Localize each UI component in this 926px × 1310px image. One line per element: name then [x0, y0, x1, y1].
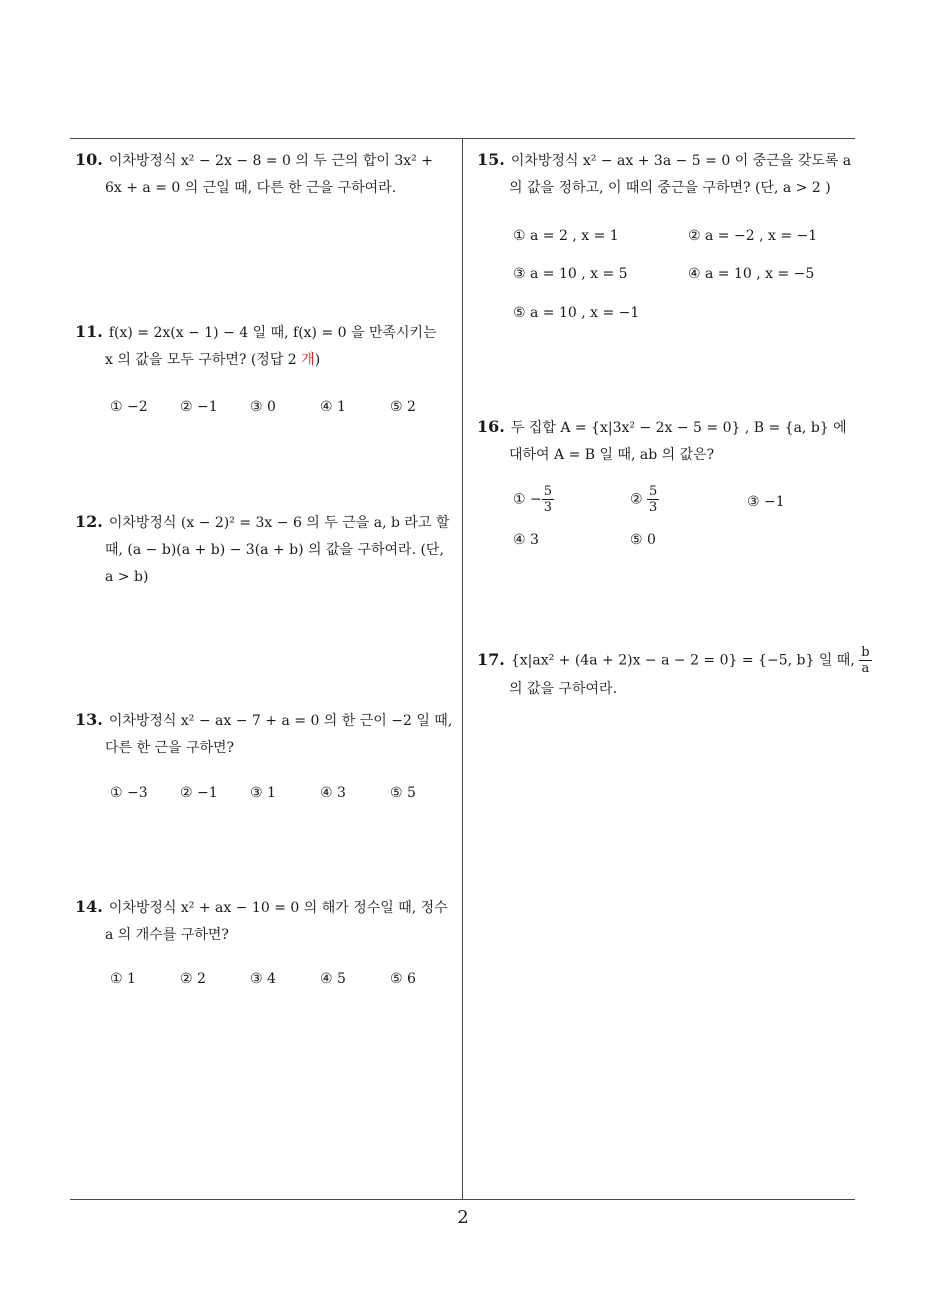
answer-count-unit: 개: [301, 352, 315, 368]
problem-number: 13.: [75, 710, 103, 729]
option-1[interactable]: ① −2: [110, 399, 148, 415]
problem-15: [477, 146, 862, 202]
option-4[interactable]: ④ a = 10 , x = −5: [688, 266, 815, 282]
option-5[interactable]: ⑤ 6: [390, 971, 416, 987]
option-1[interactable]: ① a = 2 , x = 1: [513, 228, 619, 244]
problem-number: 14.: [75, 897, 103, 916]
problem-number: 16.: [477, 417, 505, 436]
option-1[interactable]: ① −3: [110, 785, 148, 801]
option-5[interactable]: ⑤ 0: [630, 532, 656, 548]
option-4[interactable]: ④ 3: [513, 532, 539, 548]
option-1[interactable]: ① 1: [110, 971, 136, 987]
option-4[interactable]: ④ 1: [320, 399, 346, 415]
problem-text: x 의 값을 모두 구하면? (정답 2: [105, 352, 302, 368]
option-5[interactable]: ⑤ 2: [390, 399, 416, 415]
problem-number: 15.: [477, 150, 505, 169]
problem-number: 10.: [75, 150, 103, 169]
option-3[interactable]: ③ −1: [747, 494, 785, 510]
problem-10: [75, 146, 460, 202]
problem-text: ): [314, 352, 321, 368]
option-1[interactable]: [513, 484, 554, 515]
problem-13: [75, 706, 460, 762]
option-2[interactable]: [630, 484, 659, 515]
option-2[interactable]: ② −1: [180, 399, 218, 415]
problem-text: 다른 한 근을 구하면?: [105, 740, 235, 756]
problem-text: a > b): [105, 569, 149, 585]
option-4[interactable]: ④ 3: [320, 785, 346, 801]
minus-sign: −: [530, 491, 542, 508]
problem-14: [75, 893, 460, 949]
denominator: a: [861, 661, 870, 676]
numerator: 5: [649, 484, 658, 499]
option-3[interactable]: ③ 1: [250, 785, 276, 801]
problem-text: 이차방정식 x² − ax − 7 + a = 0 의 한 근이 −2 일 때,: [108, 713, 453, 729]
problem-number: 11.: [75, 322, 103, 341]
option-5[interactable]: ⑤ a = 10 , x = −1: [513, 305, 640, 321]
problem-text: 때, (a − b)(a + b) − 3(a + b) 의 값을 구하여라. (단,: [105, 542, 444, 558]
fraction: [542, 484, 554, 515]
problem-text: 의 값을 구하여라.: [509, 681, 618, 697]
fraction: [859, 645, 871, 676]
denominator: 3: [543, 500, 553, 515]
column-divider: [462, 139, 463, 1200]
problem-text: 이차방정식 x² − ax + 3a − 5 = 0 이 중근을 갖도록 a: [510, 153, 852, 169]
problem-number: 12.: [75, 512, 103, 531]
problem-11: [75, 318, 460, 374]
problem-number: 17.: [477, 649, 505, 669]
option-3[interactable]: ③ 0: [250, 399, 276, 415]
option-marker: ②: [630, 491, 643, 508]
fraction: [647, 484, 659, 515]
problem-12: [75, 508, 460, 591]
problem-text: {x|ax² + (4a + 2)x − a − 2 = 0} = {−5, b} 일 때,: [510, 652, 855, 669]
option-marker: ①: [513, 491, 526, 508]
problem-text: 의 값을 정하고, 이 때의 중근을 구하면? (단, a > 2 ): [509, 180, 831, 196]
problem-16: [477, 413, 862, 469]
problem-text: 이차방정식 x² − 2x − 8 = 0 의 두 근의 합이 3x² +: [108, 153, 433, 169]
problem-text: 두 집합 A = {x|3x² − 2x − 5 = 0} , B = {a, b} 에: [510, 420, 847, 436]
problem-text: 6x + a = 0 의 근일 때, 다른 한 근을 구하여라.: [105, 180, 397, 196]
numerator: b: [861, 645, 870, 660]
option-2[interactable]: ② −1: [180, 785, 218, 801]
option-2[interactable]: ② a = −2 , x = −1: [688, 228, 818, 244]
option-5[interactable]: ⑤ 5: [390, 785, 416, 801]
problem-text: 대하여 A = B 일 때, ab 의 값은?: [509, 447, 715, 463]
option-4[interactable]: ④ 5: [320, 971, 346, 987]
page-number: 2: [457, 1207, 469, 1228]
denominator: 3: [649, 500, 658, 515]
problem-text: a 의 개수를 구하면?: [105, 927, 229, 943]
problem-text: 이차방정식 x² + ax − 10 = 0 의 해가 정수일 때, 정수: [108, 900, 448, 916]
problem-17: [477, 645, 870, 703]
problem-text: 이차방정식 (x − 2)² = 3x − 6 의 두 근을 a, b 라고 할: [108, 515, 450, 531]
option-3[interactable]: ③ 4: [250, 971, 276, 987]
option-3[interactable]: ③ a = 10 , x = 5: [513, 266, 628, 282]
problem-text: f(x) = 2x(x − 1) − 4 일 때, f(x) = 0 을 만족시키는: [108, 325, 437, 341]
bottom-rule: [70, 1199, 855, 1200]
numerator: 5: [543, 484, 553, 499]
option-2[interactable]: ② 2: [180, 971, 206, 987]
